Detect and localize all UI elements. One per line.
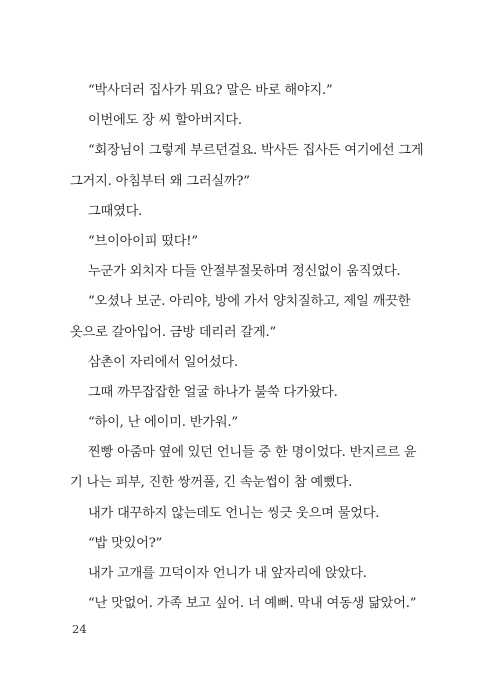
text-line: 내가 고개를 끄덕이자 언니가 내 앞자리에 앉았다. [88, 566, 367, 581]
text-line: “밥 맛있어?” [88, 535, 163, 551]
text-line: 그때 까무잡잡한 얼굴 하나가 불쑥 다가왔다. [88, 384, 338, 400]
text-line: 내가 대꾸하지 않는데도 언니는 씽긋 웃으며 물었다. [88, 505, 380, 521]
text-line: “회장님이 그렇게 부르던걸요. 박사든 집사든 여기에선 그게 [88, 143, 424, 159]
text-line: “브이아이피 떴다!” [88, 233, 198, 249]
text-line: 옷으로 갈아입어. 금방 데리러 갈게.” [70, 324, 277, 340]
text-line: “박사더러 집사가 뭐요? 말은 바로 해야지.” [88, 83, 333, 98]
text-line: 누군가 외치자 다들 안절부절못하며 정신없이 움직였다. [88, 264, 401, 280]
text-line: “하이, 난 에이미. 반가워.” [88, 415, 238, 431]
text-line: 기 나는 피부, 진한 쌍꺼풀, 긴 속눈썹이 참 예뻤다. [70, 475, 353, 491]
text-line: “오셨나 보군. 아리야, 방에 가서 양치질하고, 제일 깨끗한 [88, 294, 411, 310]
text-line: 삼촌이 자리에서 일어섰다. [88, 354, 238, 370]
body-text [70, 76, 430, 619]
text-line: “난 맛없어. 가족 보고 싶어. 너 예뻐. 막내 여동생 닮았어.” [88, 596, 417, 612]
text-line: 이번에도 장 씨 할아버지다. [88, 113, 242, 129]
page-number: 24 [72, 622, 87, 636]
text-line: 그거지. 아침부터 왜 그러실까?” [70, 173, 250, 189]
text-line: 그때였다. [88, 203, 143, 219]
text-line: 찐빵 아줌마 옆에 있던 언니들 중 한 명이었다. 반지르르 윤 [88, 445, 417, 461]
